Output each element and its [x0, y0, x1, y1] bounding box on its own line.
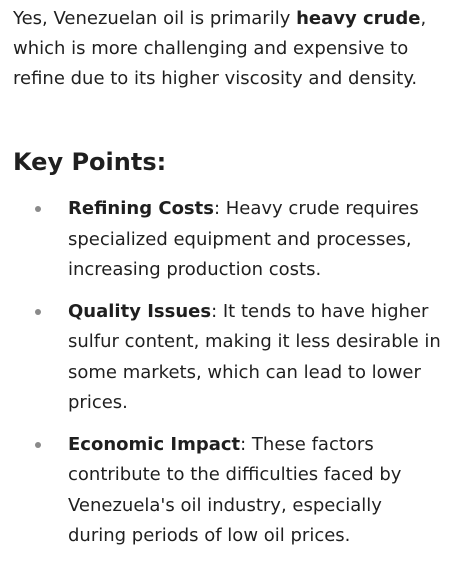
point-title: Quality Issues: [68, 300, 212, 322]
point-text: : These factors contribute to the difficulties faced by Venezuela's oil industry, especially during periods of low oil prices.: [68, 433, 402, 546]
point-title: Economic Impact: [68, 433, 241, 455]
point-text: : It tends to have higher sulfur content, making it less desirable in some markets, which can lead to lower prices.: [68, 300, 441, 413]
bullet-icon: [35, 309, 41, 315]
key-points-heading: Key Points:: [13, 148, 167, 176]
bullet-icon: [35, 206, 41, 212]
key-points-list: [0, 194, 455, 563]
intro-paragraph: [13, 4, 443, 94]
list-item-economic-impact: [0, 430, 455, 552]
intro-text-start: Yes, Venezuelan oil is primarily: [13, 8, 297, 29]
intro-bold-text: heavy crude: [296, 8, 421, 29]
intro-text-end: , which is more challenging and expensive to refine due to its higher viscosity and density.: [13, 8, 427, 89]
point-text: : Heavy crude requires specialized equipment and processes, increasing production costs.: [68, 198, 419, 280]
list-item-refining-costs: [0, 194, 455, 286]
point-title: Refining Costs: [68, 198, 214, 219]
bullet-icon: [35, 442, 41, 448]
list-item-quality-issues: [0, 297, 455, 419]
